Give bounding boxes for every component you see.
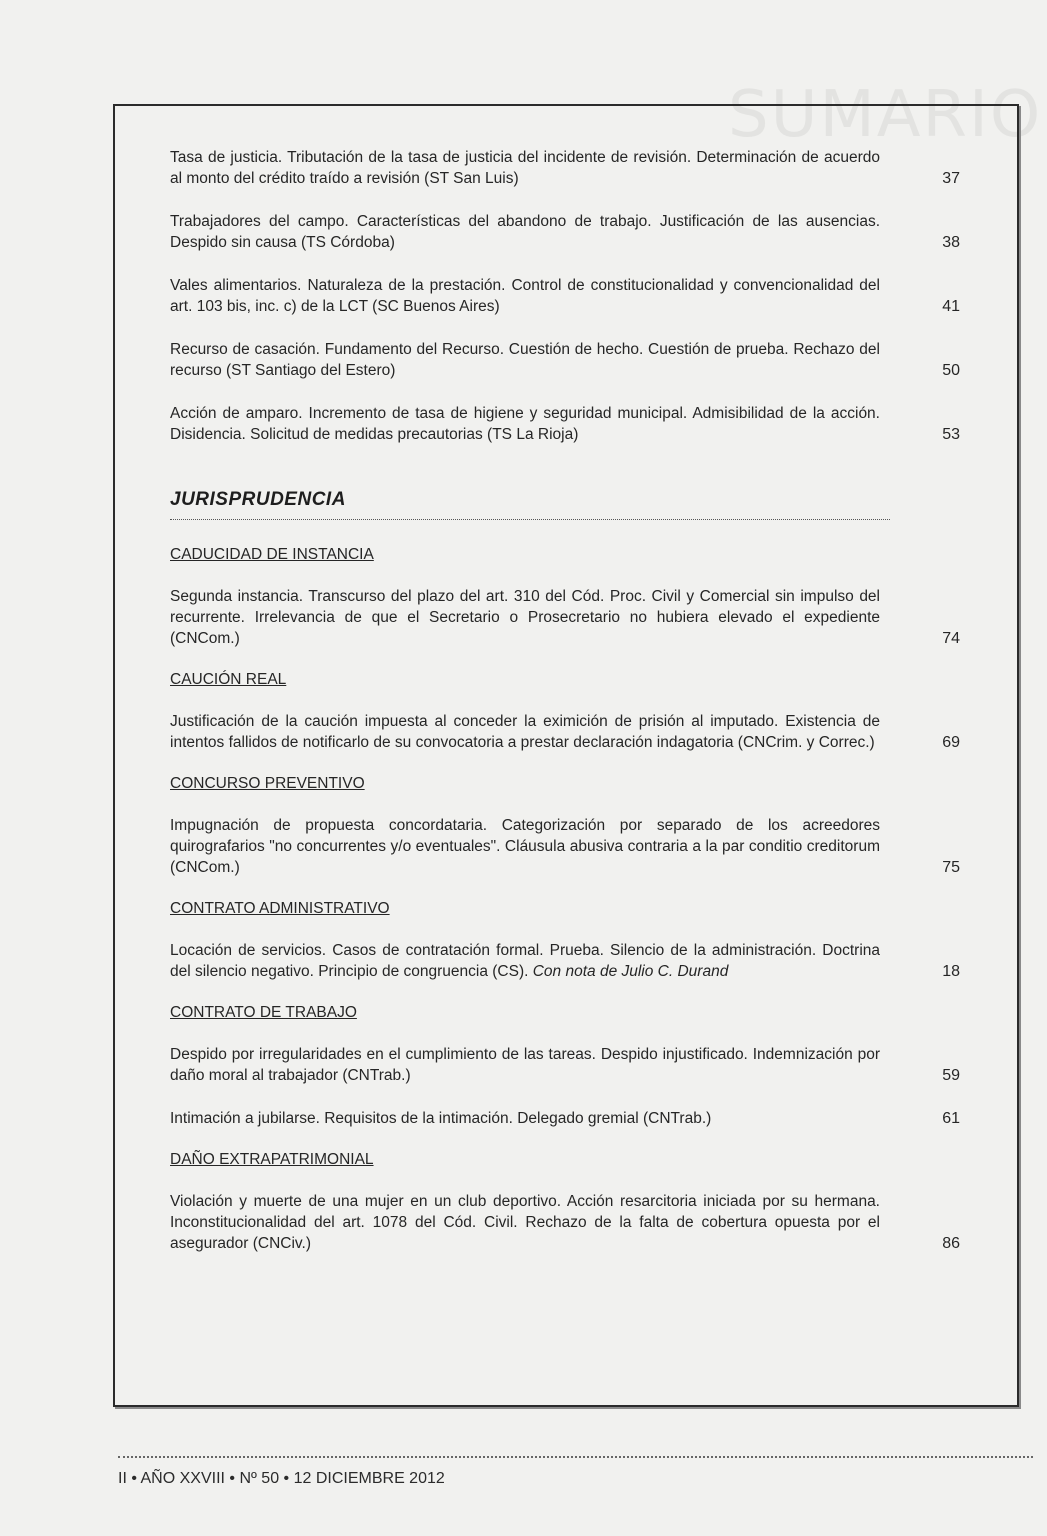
page-number: 50 bbox=[942, 362, 960, 379]
entry-text: Recurso de casación. Fundamento del Recurso. Cuestión de hecho. Cuestión de prueba. Rechazo del recurso (ST Santiago del Estero) bbox=[170, 341, 880, 379]
page-number: 53 bbox=[942, 426, 960, 443]
page-number: 18 bbox=[942, 963, 960, 980]
entry-text: Acción de amparo. Incremento de tasa de higiene y seguridad municipal. Admisibilidad de la acción. Disidencia. Solicitud de medidas precautorias (TS La Rioja) bbox=[170, 405, 880, 443]
list-item bbox=[170, 1108, 970, 1129]
page-number: 59 bbox=[942, 1067, 960, 1084]
list-item bbox=[170, 1044, 970, 1086]
entry-text: Segunda instancia. Transcurso del plazo del art. 310 del Cód. Proc. Civil y Comercial sin impulso del recurrente. Irrelevancia de que el Secretario o Prosecretario no hubiera elevado el expediente (CNCom.) bbox=[170, 588, 880, 647]
page-number: 74 bbox=[942, 630, 960, 647]
subheading: DAÑO EXTRAPATRIMONIAL bbox=[170, 1151, 374, 1168]
subheading: CONTRATO DE TRABAJO bbox=[170, 1004, 357, 1021]
list-item bbox=[170, 275, 970, 317]
footer-divider bbox=[118, 1456, 1033, 1458]
entry-text: Despido por irregularidades en el cumplimiento de las tareas. Despido injustificado. Indemnización por daño moral al trabajador (CNTrab.) bbox=[170, 1046, 880, 1084]
page-number: 75 bbox=[942, 859, 960, 876]
summary-content bbox=[170, 147, 970, 1276]
page-footer: II • AÑO XXVIII • Nº 50 • 12 DICIEMBRE 2012 bbox=[118, 1470, 445, 1487]
subheading: CADUCIDAD DE INSTANCIA bbox=[170, 546, 374, 563]
entry-text: Impugnación de propuesta concordataria. Categorización por separado de los acreedores quirografarios "no concurrentes y/o eventuales". Cláusula abusiva contraria a la par conditio creditorum (CNCom.) bbox=[170, 817, 880, 876]
page-number: 86 bbox=[942, 1235, 960, 1252]
list-item bbox=[170, 211, 970, 253]
page-number: 41 bbox=[942, 298, 960, 315]
ghost-title: SUMARIO bbox=[728, 78, 1043, 152]
subheading: CAUCIÓN REAL bbox=[170, 671, 287, 688]
list-item bbox=[170, 711, 970, 753]
list-item bbox=[170, 586, 970, 649]
list-item bbox=[170, 1191, 970, 1254]
list-item bbox=[170, 940, 970, 982]
page-number: 61 bbox=[942, 1110, 960, 1127]
subheading: CONTRATO ADMINISTRATIVO bbox=[170, 900, 390, 917]
entry-note: Con nota de Julio C. Durand bbox=[532, 963, 729, 980]
section-title: JURISPRUDENCIA bbox=[170, 489, 346, 510]
page-number: 38 bbox=[942, 234, 960, 251]
entry-text: Vales alimentarios. Naturaleza de la prestación. Control de constitucionalidad y convencionalidad del art. 103 bis, inc. c) de la LCT (SC Buenos Aires) bbox=[170, 277, 880, 315]
entry-text: Trabajadores del campo. Características del abandono de trabajo. Justificación de las ausencias. Despido sin causa (TS Córdoba) bbox=[170, 213, 880, 251]
list-item bbox=[170, 147, 970, 189]
list-item bbox=[170, 403, 970, 445]
page-number: 69 bbox=[942, 734, 960, 751]
entry-text: Intimación a jubilarse. Requisitos de la intimación. Delegado gremial (CNTrab.) bbox=[170, 1110, 712, 1127]
subheading: CONCURSO PREVENTIVO bbox=[170, 775, 365, 792]
entry-text: Tasa de justicia. Tributación de la tasa de justicia del incidente de revisión. Determinación de acuerdo al monto del crédito traído a revisión (ST San Luis) bbox=[170, 149, 880, 187]
page-number: 37 bbox=[942, 170, 960, 187]
list-item bbox=[170, 339, 970, 381]
entry-text: Violación y muerte de una mujer en un club deportivo. Acción resarcitoria iniciada por su hermana. Inconstitucionalidad del art. 1078 del Cód. Civil. Rechazo de la falta de cobertura opuesta por el asegurador (CNCiv.) bbox=[170, 1193, 880, 1252]
list-item bbox=[170, 815, 970, 878]
entry-text: Justificación de la caución impuesta al conceder la eximición de prisión al imputado. Existencia de intentos fallidos de notificarlo de su convocatoria a prestar declaración indagatoria (CNCrim. y Correc.) bbox=[170, 713, 880, 751]
entry-main-text: Locación de servicios. Casos de contratación formal. Prueba. Silencio de la administración. Doctrina del silencio negativo. Principio de congruencia (CS). bbox=[170, 942, 880, 980]
section-divider bbox=[170, 519, 890, 520]
entry-text bbox=[170, 940, 880, 982]
